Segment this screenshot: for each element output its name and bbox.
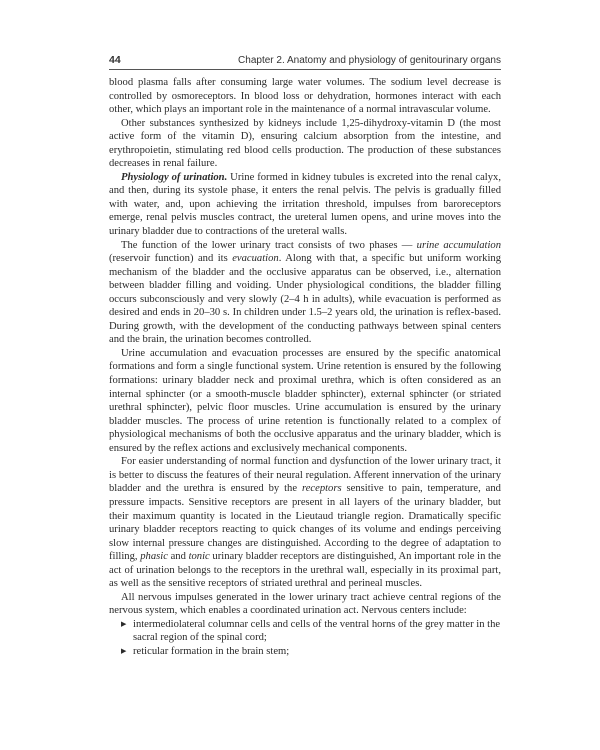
term-phasic: phasic — [140, 551, 168, 563]
term-urine-accumulation: urine accumulation — [416, 239, 501, 251]
page-number: 44 — [109, 54, 121, 66]
running-header — [109, 54, 501, 66]
paragraph-7: All nervous impulses generated in the lower urinary tract achieve central regions of the nervous system, which enables a coordinated urination act. Nervous centers include: — [109, 591, 501, 617]
paragraph-6: For easier understanding of normal function and dysfunction of the lower urinary tract, it is better to discuss the features of their neural regulation. Afferent innervation of the urinary bladder and the urethra is ensured by the receptors sensitive to pain, temperature, and pressure impacts. Sensitive receptors are present in all layers of the urinary bladder, but their maximum quantity is located in the Lieutaud triangle region. Dramatically specific urinary bladder receptors reacting to quick changes of its volume and endings perceiving slow internal pressure changes are distinguished. According to the degree of adaptation to filling, phasic and tonic urinary bladder receptors are distinguished, An important role in the act of urination belongs to the receptors in the urethral wall, especially in its proximal part, as well as the sensitive receptors of striated urethral and perineal muscles. — [109, 456, 502, 590]
bullet-arrow-icon: ▶ — [121, 619, 127, 628]
paragraph-2: Other substances synthesized by kidneys include 1,25-dihydroxy-vitamin D (the most active form of the vitamin D), ensuring calcium absorption from the intestine, and erythropoietin, stimulating red blood cells production. The production of these substances decreases in renal failure. — [109, 117, 501, 170]
paragraph-1: blood plasma falls after consuming large water volumes. The sodium level decrease is controlled by osmoreceptors. In blood loss or dehydration, hormones interact with each other, which plays an important role in the maintenance of a normal intravascular volume. — [109, 77, 501, 116]
nervous-centers-list — [109, 618, 501, 659]
body-text — [109, 76, 501, 659]
bullet-arrow-icon: ▶ — [121, 646, 127, 655]
list-item: ▶ reticular formation in the brain stem; — [121, 645, 290, 657]
chapter-title: Chapter 2. Anatomy and physiology of genitourinary organs — [238, 55, 501, 66]
section-heading-urination: Physiology of urination. — [121, 171, 228, 183]
paragraph-4: The function of the lower urinary tract consists of two phases — urine accumulation (reservoir function) and its evacuation. Along with that, a specific but uniform working mechanism of the bladder and the occlusive apparatus can be observed, i.e., alternation between bladder filling and voiding. Under physiological conditions, the bladder filling occurs subconsciously and very slowly (2–4 h in adults), while evacuation is performed as desired and ends in 20–30 s. In children under 1.5–2 years old, the urination is reflex-based. During growth, with the development of the conducting pathways between spinal centers and the brain, the urination becomes controlled. — [109, 239, 501, 346]
term-tonic: tonic — [188, 551, 210, 563]
paragraph-3: Physiology of urination. Urine formed in kidney tubules is excreted into the renal calyx, and then, during its systole phase, it enters the renal pelvis. The pelvis is gradually filled with water, and, upon achieving the irritation threshold, impulses from baroreceptors emerge, renal pelvis muscles contract, the ureteral lumen opens, and urine moves into the urinary bladder due to contractions of the ureteral walls. — [109, 171, 501, 238]
paragraph-5: Urine accumulation and evacuation processes are ensured by the specific anatomical formations and form a single functional system. Urine retention is ensured by the following formations: urinary bladder neck and proximal urethra, which is often considered as an internal sphincter (or a smooth-muscle bladder sphincter), external sphincter (or striated urethral sphincter), pelvic floor muscles. Urine accumulation is ensured by the urinary bladder muscles. The process of urine retention is functionally related to a complex of physiological mechanisms of both the occlusive apparatus and the urinary bladder, which is ensured by the reflex actions and exclusively mechanical components. — [109, 347, 501, 454]
list-item: ▶ intermediolateral columnar cells and cells of the ventral horns of the grey matter in the sacral region of the spinal cord; — [121, 618, 501, 644]
term-evacuation: evacuation — [232, 253, 279, 265]
term-receptors: receptors — [301, 483, 342, 495]
header-rule — [109, 69, 501, 70]
